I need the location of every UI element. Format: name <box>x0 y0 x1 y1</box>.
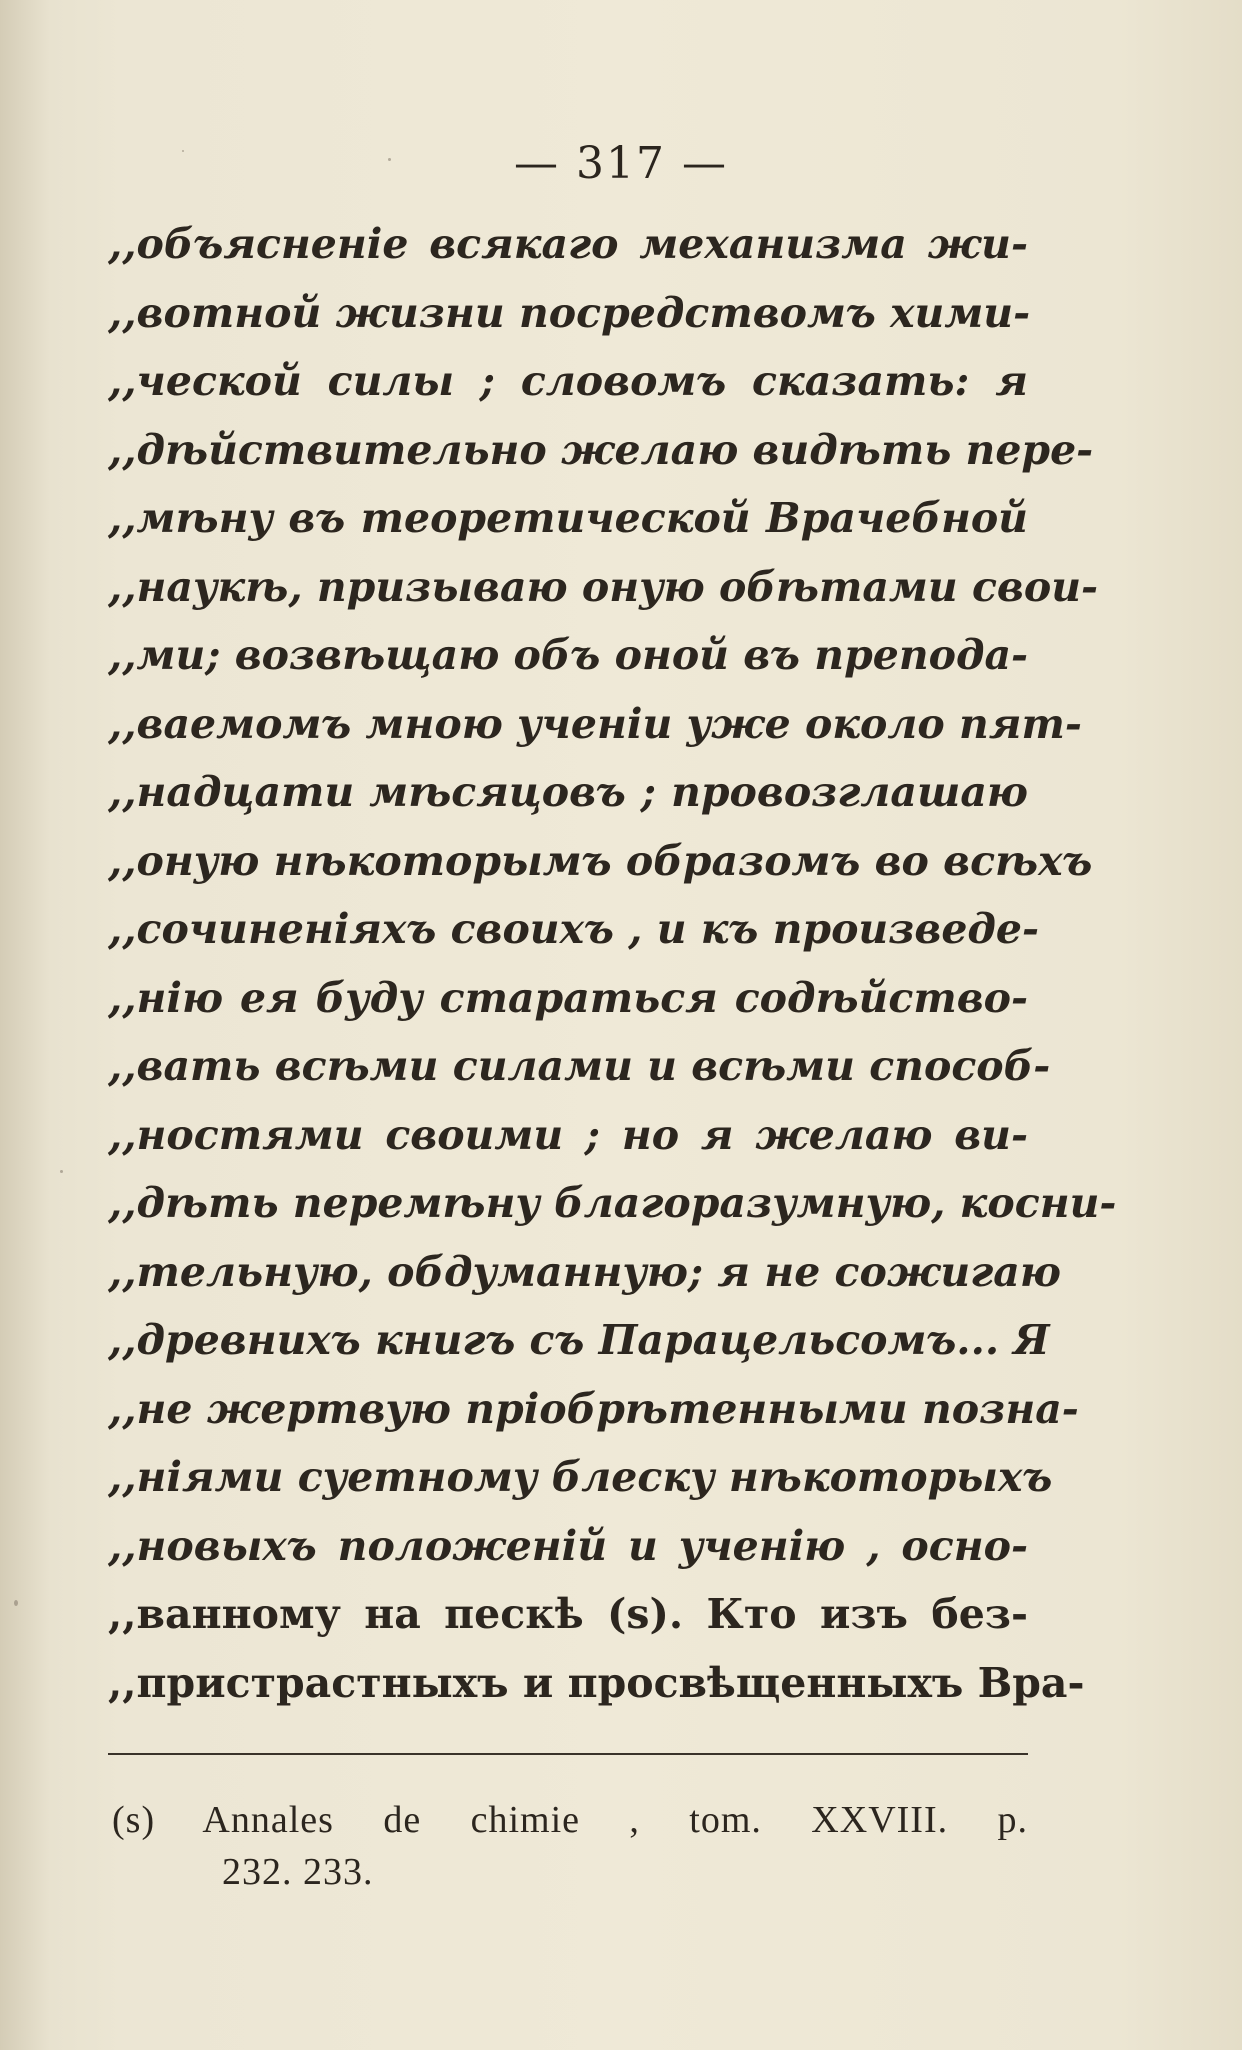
text-line: ,,ваемомъ мною ученіи уже около пят- <box>108 699 1082 748</box>
text-line: ,,не жертвую пріобрѣтенными позна- <box>108 1384 1079 1433</box>
footnote <box>112 1794 1028 1898</box>
text-line: ,,нію ея буду стараться содѣйство- <box>108 973 1028 1022</box>
text-line: ,,оную нѣкоторымъ образомъ во всѣхъ <box>108 836 1093 885</box>
text-line: ,,вотной жизни посредствомъ хими- <box>108 288 1031 337</box>
text-line: ,,ванному на пескѣ (s). Кто изъ без- <box>108 1590 1028 1638</box>
text-line: ,,вать всѣми силами и всѣми способ- <box>108 1042 1051 1090</box>
text-line: ,,ческой силы ; словомъ сказать: я <box>108 357 1028 405</box>
text-line: ,,ностями своими ; но я желаю ви- <box>108 1110 1028 1159</box>
body-text <box>108 210 1117 1717</box>
text-line: ,,пристрастныхъ и просвѣщенныхъ Вра- <box>108 1658 1085 1707</box>
text-line: ,,ми; возвѣщаю объ оной въ препода- <box>108 631 1029 679</box>
text-line: ,,объясненіе всякаго механизма жи- <box>108 220 1028 268</box>
paper-speck <box>14 1600 18 1606</box>
text-line: ,,ніями суетному блеску нѣкоторыхъ <box>108 1453 1053 1501</box>
page-number: — 317 — <box>514 138 728 189</box>
text-line: ,,мѣну въ теоретической Врачебной <box>108 494 1028 542</box>
text-line: ,,дѣйствительно желаю видѣть пере- <box>108 425 1094 474</box>
paper-speck <box>60 1170 63 1173</box>
footnote-line: (s) Annales de chimie , tom. XXVIII. p. <box>112 1799 1028 1841</box>
text-line: ,,тельную, обдуманную; я не сожигаю <box>108 1247 1061 1296</box>
text-line: ,,наукѣ, призываю оную обѣтами свои- <box>108 562 1099 611</box>
paper-speck <box>182 150 184 152</box>
text-line: ,,сочиненіяхъ своихъ , и къ произведе- <box>108 905 1040 953</box>
footnote-line: 232. 233. <box>222 1851 374 1893</box>
text-line: ,,новыхъ положеній и ученію , осно- <box>108 1521 1028 1570</box>
footnote-divider <box>108 1753 1028 1755</box>
text-line: ,,дѣть перемѣну благоразумную, косни- <box>108 1179 1117 1227</box>
paper-speck <box>388 158 391 161</box>
text-line: ,,древнихъ книгъ съ Парацельсомъ... Я <box>108 1316 1050 1364</box>
text-line: ,,надцати мѣсяцовъ ; провозглашаю <box>108 768 1028 816</box>
